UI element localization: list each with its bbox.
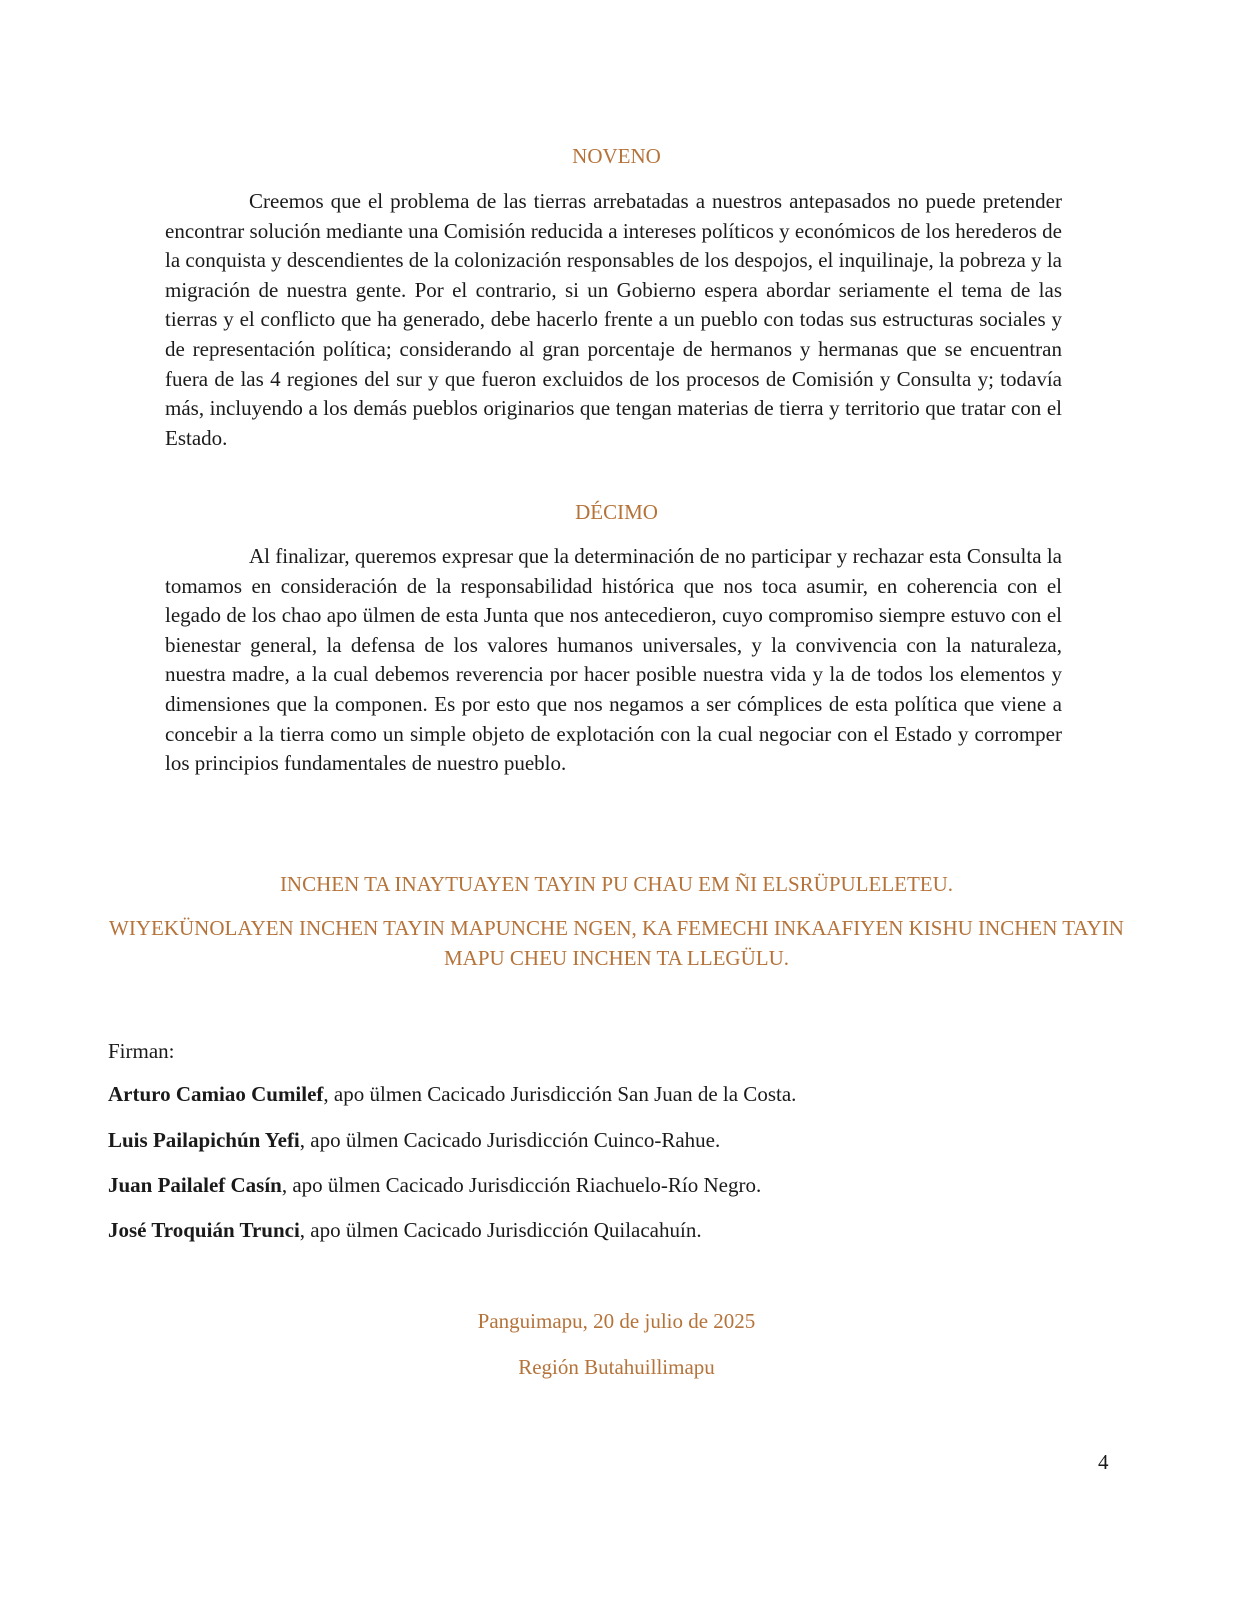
signer-name: Luis Pailapichún Yefi [108, 1128, 300, 1152]
signer-role: , apo ülmen Cacicado Jurisdicción Cuinco-Rahue. [299, 1128, 721, 1152]
section-body-noveno: Creemos que el problema de las tierras arrebatadas a nuestros antepasados no puede pretender encontrar solución mediante una Comisión reducida a intereses políticos y económicos de los herederos de la conquista y descendientes de la colonización responsables de los despojos, el inquilinaje, la pobreza y la migración de nuestra gente. Por el contrario, si un Gobierno espera abordar seriamente el tema de las tierras y el conflicto que ha generado, debe hacerlo frente a un pueblo con todas sus estructuras sociales y de representación política; considerando al gran porcentaje de hermanos y hermanas que se encuentran fuera de las 4 regiones del sur y que fueron excluidos de los procesos de Comisión y Consulta y; todavía más, incluyendo a los demás pueblos originarios que tengan materias de tierra y territorio que tratar con el Estado. [165, 189, 1062, 450]
signer-name: Juan Pailalef Casín [108, 1173, 282, 1197]
signer-row [108, 1125, 720, 1155]
slogan-2: WIYEKÜNOLAYEN INCHEN TAYIN MAPUNCHE NGEN, KA FEMECHI INKAAFIYEN KISHU INCHEN TAYIN MAPU CHEU INCHEN TA LLEGÜLU. [109, 916, 1124, 970]
section-heading-noveno: NOVENO [572, 144, 661, 168]
signer-name: Arturo Camiao Cumilef [108, 1082, 324, 1106]
signer-row [108, 1079, 796, 1109]
page-number: 4 [1098, 1450, 1109, 1474]
region-name: Región Butahuillimapu [518, 1355, 715, 1379]
place-date: Panguimapu, 20 de julio de 2025 [477, 1309, 756, 1333]
signer-role: , apo ülmen Cacicado Jurisdicción Quilacahuín. [299, 1218, 702, 1242]
signer-name: José Troquián Trunci [108, 1218, 300, 1242]
signer-row [108, 1170, 761, 1200]
signatures-intro: Firman: [108, 1039, 175, 1063]
signer-role: , apo ülmen Cacicado Jurisdicción Riachuelo-Río Negro. [281, 1173, 762, 1197]
slogan-1: INCHEN TA INAYTUAYEN TAYIN PU CHAU EM ÑI ELSRÜPULELETEU. [279, 872, 954, 896]
section-body-decimo: Al finalizar, queremos expresar que la determinación de no participar y rechazar esta Consulta la tomamos en consideración de la responsabilidad histórica que nos toca asumir, en coherencia con el legado de los chao apo ülmen de esta Junta que nos antecedieron, cuyo compromiso siempre estuvo con el bienestar general, la defensa de los valores humanos universales, y la convivencia con la naturaleza, nuestra madre, a la cual debemos reverencia por hacer posible nuestra vida y la de todos los elementos y dimensiones que la componen. Es por esto que nos negamos a ser cómplices de esta política que viene a concebir a la tierra como un simple objeto de explotación con la cual negociar con el Estado y corromper los principios fundamentales de nuestro pueblo. [165, 544, 1062, 776]
signer-role: , apo ülmen Cacicado Jurisdicción San Juan de la Costa. [323, 1082, 797, 1106]
signer-row [108, 1215, 702, 1245]
section-heading-decimo: DÉCIMO [575, 500, 658, 524]
